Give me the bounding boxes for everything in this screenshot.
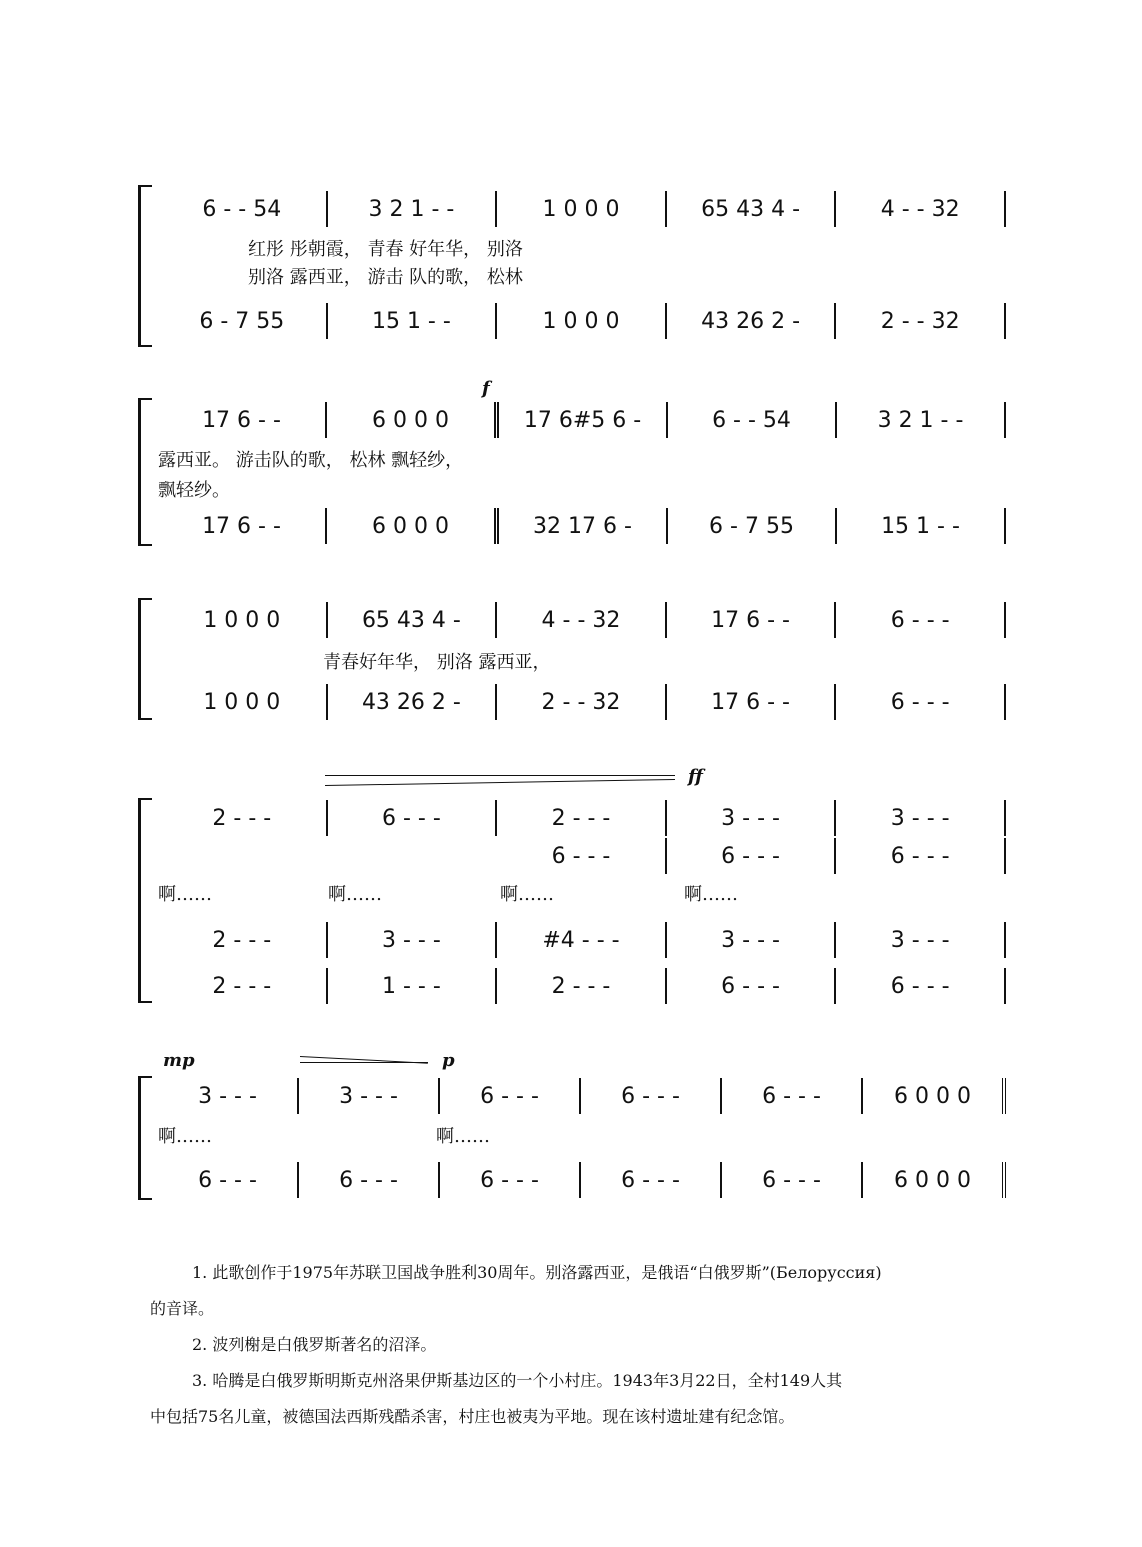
measure-final: 6 0 0 0 [863,1078,1006,1114]
measure: 6 - 7 55 [158,303,328,339]
crescendo-hairpin [325,779,675,786]
measure: 65 43 4 - [667,191,837,227]
alto-staff [158,922,1006,958]
measure: 65 43 4 - [328,602,498,638]
measure: 2 - - - [158,922,328,958]
upper-voice-staff [158,602,1006,638]
measure: 6 - - - [299,1162,440,1198]
measure: 6 - 7 55 [668,508,837,544]
measure: 1 0 0 0 [158,602,328,638]
crescendo-hairpin [325,775,675,776]
measure: 6 - - - [836,684,1006,720]
measure: 6 - - - [667,838,837,874]
measure: 6 - - - [158,1162,299,1198]
measure [158,838,328,874]
measure: 15 1 - - [328,303,498,339]
measure: 6 - - - [440,1162,581,1198]
measure: 17 6 - - [667,684,837,720]
measure-final: 6 0 0 0 [863,1162,1006,1198]
measure: 4 - - 32 [497,602,667,638]
dynamic-marking: mp [163,1050,195,1071]
upper-voice-staff [158,402,1006,438]
system-bracket [138,185,152,347]
lyric-ah: 啊…… [436,1126,490,1147]
footnote-1: 1. 此歌创作于1975年苏联卫国战争胜利30周年。别洛露西亚，是俄语“白俄罗斯”(Белоруссия) [192,1263,882,1282]
measure: 3 2 1 - - [837,402,1006,438]
measure: 6 - - - [836,968,1006,1004]
measure: 3 - - - [836,922,1006,958]
lyric-ah: 啊…… [684,884,738,905]
measure: 3 2 1 - - [328,191,498,227]
measure: 6 - - 54 [668,402,837,438]
lower-voice-staff [158,303,1006,339]
measure: 2 - - 32 [836,303,1006,339]
dynamic-marking: p [442,1050,455,1071]
dynamic-marking: f [482,378,490,399]
footnotes [150,1258,1010,1438]
footnote-1-cont: 的音译。 [150,1299,215,1318]
measure: 2 - - 32 [497,684,667,720]
measure: 2 - - - [158,800,328,836]
measure: 43 26 2 - [667,303,837,339]
measure: 15 1 - - [837,508,1006,544]
measure: 17 6 - - [158,402,327,438]
lyric-ah: 啊…… [158,1126,212,1147]
upper-voice-staff [158,1078,1006,1114]
lyric-line-2: 别洛 露西亚， 游击 队的歌， 松林 [248,267,523,288]
measure: 6 - - - [722,1162,863,1198]
measure: 2 - - - [158,968,328,1004]
measure: 3 - - - [299,1078,440,1114]
lyric-ah: 啊…… [500,884,554,905]
measure-repeat-end: 6 0 0 0 [327,508,499,544]
system-bracket [138,1076,152,1200]
lyric-ah: 啊…… [158,884,212,905]
system-bracket [138,798,152,1003]
measure: 2 - - - [497,968,667,1004]
measure: 3 - - - [158,1078,299,1114]
measure: 43 26 2 - [328,684,498,720]
measure: 6 - - - [328,800,498,836]
measure [328,838,498,874]
measure: 3 - - - [667,800,837,836]
lyric-line-1: 露西亚。 游击队的歌， 松林 飘轻纱， [158,450,464,471]
score-system-5 [138,1076,1006,1200]
measure: 4 - - 32 [836,191,1006,227]
measure: 17 6#5 6 - [499,402,668,438]
measure: 6 - - - [581,1078,722,1114]
lower-voice-staff [158,508,1006,544]
score-system-2 [138,398,1006,546]
measure: #4 - - - [497,922,667,958]
measure: 17 6 - - [667,602,837,638]
measure-repeat-end: 6 0 0 0 [327,402,499,438]
system-bracket [138,398,152,546]
measure: 6 - - - [667,968,837,1004]
measure: 6 - - 54 [158,191,328,227]
measure: 3 - - - [836,800,1006,836]
dynamic-marking: ff [688,766,703,787]
score-system-3 [138,598,1006,720]
bass-staff [158,968,1006,1004]
soprano-staff [158,800,1006,836]
decrescendo-hairpin [300,1062,428,1063]
measure: 1 0 0 0 [497,303,667,339]
lyric-line-1: 青春好年华， 别洛 露西亚， [323,652,551,673]
measure: 6 - - - [497,838,667,874]
lower-voice-staff [158,684,1006,720]
measure: 6 - - - [836,838,1006,874]
measure: 1 0 0 0 [158,684,328,720]
measure: 2 - - - [497,800,667,836]
score-system-4 [138,798,1006,1003]
measure: 6 - - - [836,602,1006,638]
system-bracket [138,598,152,720]
soprano-lower-staff [158,838,1006,874]
measure: 6 - - - [581,1162,722,1198]
upper-voice-staff [158,191,1006,227]
lyric-line-2: 飘轻纱。 [158,480,230,501]
measure: 1 0 0 0 [497,191,667,227]
measure: 3 - - - [667,922,837,958]
lyric-line-1: 红彤 彤朝霞， 青春 好年华， 别洛 [248,239,523,260]
footnote-3: 3. 哈腾是白俄罗斯明斯克州洛果伊斯基边区的一个小村庄。1943年3月22日，全村149人其 [192,1371,843,1390]
measure: 32 17 6 - [499,508,668,544]
measure: 17 6 - - [158,508,327,544]
measure: 1 - - - [328,968,498,1004]
measure: 3 - - - [328,922,498,958]
measure: 6 - - - [440,1078,581,1114]
lower-voice-staff [158,1162,1006,1198]
measure: 6 - - - [722,1078,863,1114]
lyric-ah: 啊…… [328,884,382,905]
score-system-1 [138,185,1006,347]
footnote-3-cont: 中包括75名儿童，被德国法西斯残酷杀害，村庄也被夷为平地。现在该村遗址建有纪念馆。 [150,1407,795,1426]
footnote-2: 2. 波列榭是白俄罗斯著名的沼泽。 [192,1335,437,1354]
